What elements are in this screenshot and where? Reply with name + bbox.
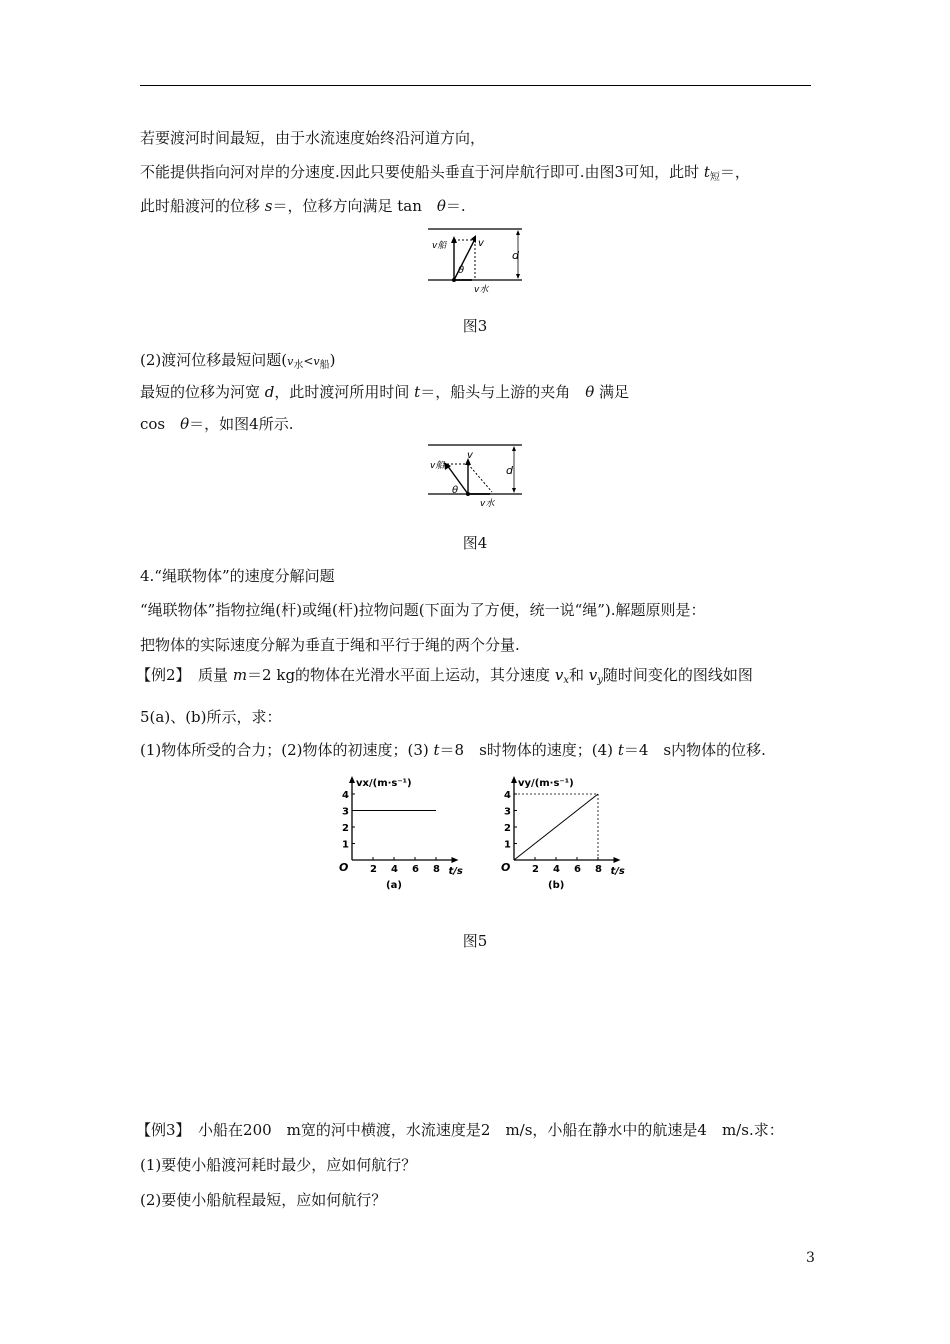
x-axis-arrow: [452, 857, 459, 863]
origin-label: O: [339, 861, 349, 874]
fig4-vwater-label: v水: [480, 499, 495, 509]
y-tick-label: 2: [342, 823, 349, 834]
fig3-vboat-label: v船: [432, 241, 447, 251]
fig3-vwater-label: v水: [474, 285, 489, 295]
example-2-line-2: 5(a)、(b)所示，求：: [140, 708, 282, 726]
y-tick-label: 2: [504, 823, 511, 834]
text-line-4: (2)渡河位移最短问题$(v_水<v_船)$: [140, 351, 336, 371]
x-tick-label: 6: [412, 864, 419, 875]
y-tick-label: 3: [504, 806, 511, 818]
fig4-d-label: d: [506, 464, 513, 477]
y-tick-label: 3: [342, 806, 349, 818]
x-tick-label: 2: [370, 864, 377, 875]
x-axis-label: t/s: [610, 866, 625, 877]
chart-b: [492, 768, 642, 893]
figure-4-caption: 图4: [462, 534, 488, 552]
figure-3-diagram: [420, 222, 530, 298]
example-3-line: 【例3】 小船在200 m宽的河中横渡，水流速度是2 m/s，小船在静水中的航速是4 m/s.求：: [136, 1121, 784, 1139]
y-tick-label: 1: [504, 839, 511, 851]
example-3-q2: (2)要使小船航程最短，应如何航行？: [140, 1191, 387, 1209]
example-3-q1: (1)要使小船渡河耗时最少，应如何航行？: [140, 1156, 417, 1174]
fig3-theta-label: θ: [458, 265, 465, 276]
chart-caption: (b): [548, 880, 565, 891]
fig4-v-label: v: [467, 450, 473, 461]
text-line-1: 若要渡河时间最短，由于水流速度始终沿河道方向，: [140, 129, 486, 147]
section-heading-4: 4.“绳联物体”的速度分解问题: [140, 567, 335, 585]
y-tick-label: 4: [504, 790, 511, 801]
x-tick-label: 4: [391, 864, 398, 875]
fig4-theta-label: θ: [452, 485, 459, 496]
text-line-6: cos θ＝，如图4所示.: [140, 415, 294, 433]
fig4-vboat-label: v船: [430, 461, 445, 471]
origin-label: O: [501, 861, 511, 874]
chart-a: [330, 768, 480, 893]
y-axis-arrow: [349, 776, 355, 783]
fig3-v-label: v: [478, 238, 484, 249]
fig3-d-label: d: [512, 249, 519, 262]
x-tick-label: 8: [595, 864, 602, 875]
figure-3-caption: 图3: [462, 317, 488, 335]
example-2-line-1: 【例2】 质量 m＝2 kg的物体在光滑水平面上运动，其分速度 $v_x$和 $v_y$随时间变化的图线如图: [136, 666, 753, 686]
x-tick-label: 2: [532, 864, 539, 875]
x-axis-arrow: [614, 857, 621, 863]
figure-5-caption: 图5: [462, 932, 488, 950]
y-axis-arrow: [511, 776, 517, 783]
text-line-9: 把物体的实际速度分解为垂直于绳和平行于绳的两个分量.: [140, 636, 520, 654]
chart-caption: (a): [386, 880, 402, 891]
y-axis-label: vx/(m·s⁻¹): [356, 778, 412, 789]
x-tick-label: 8: [433, 864, 440, 875]
x-axis-label: t/s: [448, 866, 463, 877]
figure-4-diagram: [420, 438, 530, 514]
x-tick-label: 4: [553, 864, 560, 875]
series-line: [514, 794, 598, 860]
header-rule: [140, 85, 811, 86]
page-number: 3: [806, 1250, 815, 1266]
x-tick-label: 6: [574, 864, 581, 875]
y-tick-label: 4: [342, 790, 349, 801]
text-line-5: 最短的位移为河宽 d，此时渡河所用时间 t＝，船头与上游的夹角 θ 满足: [140, 383, 630, 401]
y-tick-label: 1: [342, 839, 349, 851]
y-axis-label: vy/(m·s⁻¹): [518, 778, 574, 789]
example-2-questions: (1)物体所受的合力；(2)物体的初速度；(3) t＝8 s时物体的速度；(4) t＝4 s内物体的位移.: [140, 741, 766, 759]
text-line-2: 不能提供指向河对岸的分速度.因此只要使船头垂直于河岸航行即可.由图3可知，此时 $t_短=$，: [140, 163, 750, 183]
text-line-3: 此时船渡河的位移 s＝，位移方向满足 tan θ＝.: [140, 197, 466, 215]
text-line-8: “绳联物体”指物拉绳(杆)或绳(杆)拉物问题(下面为了方便，统一说“绳”).解题原则是：: [140, 601, 706, 619]
